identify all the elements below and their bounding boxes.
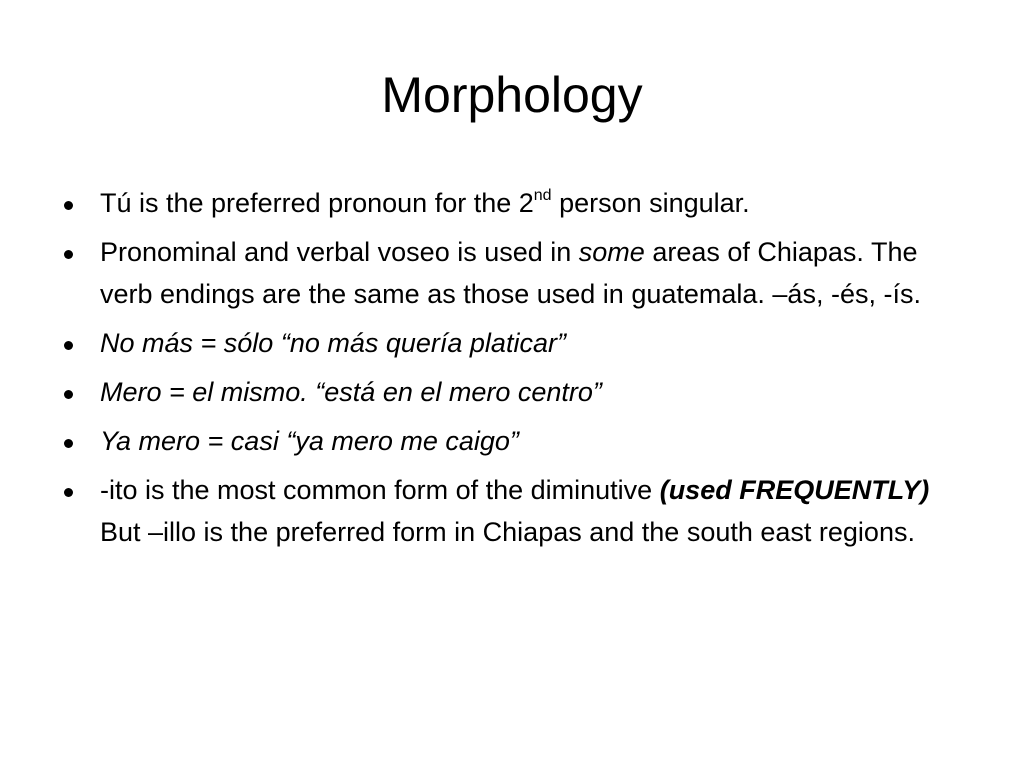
superscript-text: nd: [533, 187, 552, 204]
strong-emphasis-text: (used FREQUENTLY): [659, 475, 930, 505]
bullet-item-mero: [62, 371, 962, 413]
emphasis-text: some: [578, 237, 645, 267]
bullet-text: Tú is the preferred pronoun for the 2: [100, 188, 534, 218]
bullet-text: person singular.: [551, 188, 750, 218]
bullet-text: But –illo is the preferred form in Chiapas and the south east regions.: [100, 517, 915, 547]
emphasis-text: Mero = el mismo. “está en el mero centro”: [100, 377, 602, 407]
slide-title: Morphology: [381, 67, 643, 123]
bullet-text: -ito is the most common form of the diminutive: [100, 475, 660, 505]
bullet-item-ya-mero: [62, 420, 962, 462]
bullet-text: areas of Chiapas. The verb endings are the same as those used in guatemala. –ás, -és, -ís.: [100, 237, 921, 309]
bullet-item-diminutive: [62, 469, 962, 553]
bullet-item-no-mas: [62, 322, 962, 364]
emphasis-text: No más = sólo “no más quería platicar”: [100, 328, 566, 358]
bullet-list: [62, 182, 962, 560]
bullet-item-pronoun: [62, 182, 962, 224]
bullet-item-voseo: [62, 231, 962, 315]
emphasis-text: Ya mero = casi “ya mero me caigo”: [100, 426, 519, 456]
bullet-text: Pronominal and verbal voseo is used in: [100, 237, 579, 267]
